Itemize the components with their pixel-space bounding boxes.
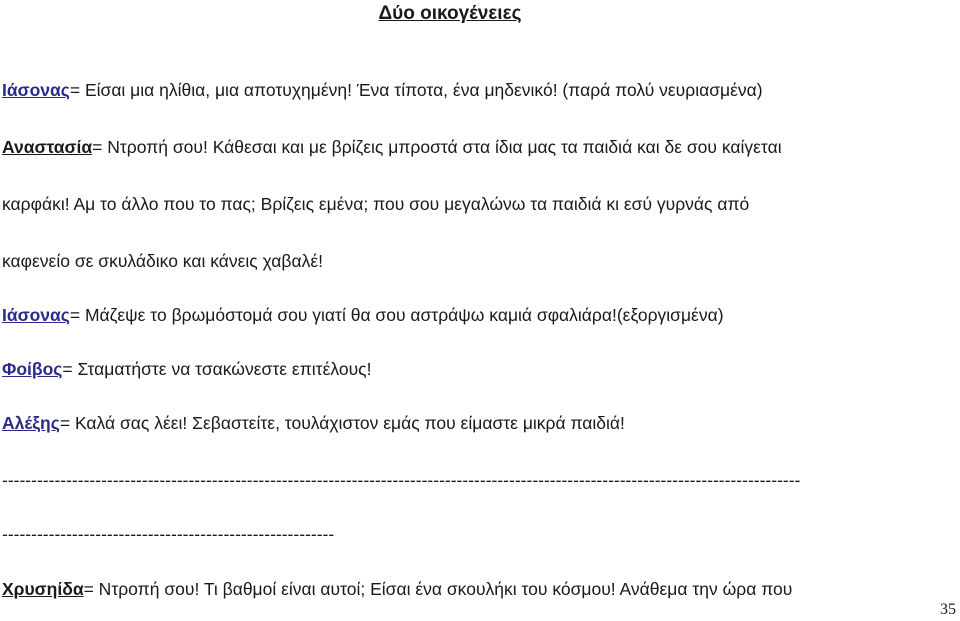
page-number: 35 <box>940 601 956 618</box>
dialogue-text: = Καλά σας λέει! Σεβαστείτε, τουλάχιστον εμάς που είμαστε μικρά παιδιά! <box>59 413 625 433</box>
dialogue-line-3 <box>2 303 724 327</box>
dialogue-text: = Ντροπή σου! Τι βαθμοί είναι αυτοί; Είσαι ένα σκουλήκι του κόσμου! Ανάθεμα την ώρα που <box>83 579 793 599</box>
dialogue-text: = Είσαι μια ηλίθια, μια αποτυχημένη! Ένα τίποτα, ένα μηδενικό! (παρά πολύ νευριασμένα) <box>69 80 763 100</box>
dialogue-text: = Μάζεψε το βρωμόστομά σου γιατί θα σου αστράψω καμιά σφαλιάρα!(εξοργισμένα) <box>69 305 724 325</box>
dialogue-line-5 <box>2 411 625 435</box>
dialogue-line-6 <box>2 577 792 601</box>
dialogue-line-4 <box>2 357 371 381</box>
speaker-name: Αλέξης <box>2 413 60 433</box>
dialogue-text: = Σταματήστε να τσακώνεστε επιτέλους! <box>62 359 372 379</box>
separator-line: --------------------------------------------------------- <box>2 524 335 544</box>
speaker-name: Φοίβος <box>2 359 63 379</box>
dialogue-line-2 <box>2 135 782 159</box>
separator-line: ----------------------------------------------------------------------------------------------------------------------------------------- <box>2 470 801 490</box>
dialogue-line-1 <box>2 78 763 102</box>
speaker-name: Αναστασία <box>2 137 93 157</box>
dialogue-continuation: καρφάκι! Αμ το άλλο που το πας; Βρίζεις εμένα; που σου μεγαλώνω τα παιδιά κι εσύ γυρνάς από <box>2 194 750 214</box>
speaker-name: Χρυσηίδα <box>2 579 84 599</box>
speaker-name: Ιάσονας <box>2 305 70 325</box>
speaker-name: Ιάσονας <box>2 80 70 100</box>
page-title: Δύο οικογένειες <box>378 3 522 24</box>
dialogue-continuation: καφενείο σε σκυλάδικο και κάνεις χαβαλέ! <box>2 251 324 271</box>
dialogue-text: = Ντροπή σου! Κάθεσαι και με βρίζεις μπροστά στα ίδια μας τα παιδιά και δε σου καίγεται <box>92 137 782 157</box>
